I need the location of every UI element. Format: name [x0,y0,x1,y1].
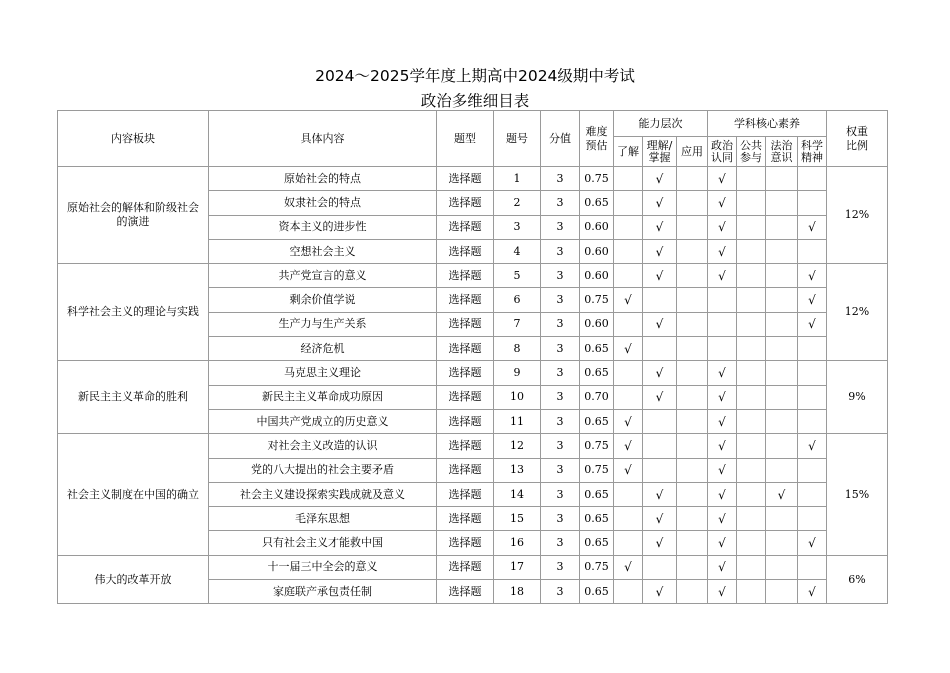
check-law-cell [766,312,798,336]
number-cell: 16 [494,531,541,555]
type-cell: 选择题 [437,215,494,239]
check-law-cell [766,288,798,312]
check-law-cell [766,580,798,604]
difficulty-cell: 0.65 [580,507,614,531]
check-law-cell [766,191,798,215]
type-cell: 选择题 [437,434,494,458]
header-weight [827,111,888,167]
check-comprehend-cell: √ [643,167,677,191]
difficulty-cell: 0.75 [580,167,614,191]
header-score: 分值 [541,111,580,167]
check-understand-cell [614,580,643,604]
check-apply-cell [677,361,708,385]
type-cell: 选择题 [437,264,494,288]
check-understand-cell [614,531,643,555]
number-cell: 1 [494,167,541,191]
check-public-cell [737,264,766,288]
check-law-cell [766,555,798,579]
document-subtitle: 政治多维细目表 [420,92,530,110]
header-ability: 能力层次 [614,111,708,137]
type-cell: 选择题 [437,361,494,385]
check-public-cell [737,288,766,312]
type-cell: 选择题 [437,482,494,506]
number-cell: 12 [494,434,541,458]
check-political-cell: √ [708,434,737,458]
content-cell: 空想社会主义 [209,239,437,263]
difficulty-cell: 0.65 [580,337,614,361]
check-law-cell [766,458,798,482]
number-cell: 9 [494,361,541,385]
section-name [58,361,209,434]
section-name [58,167,209,264]
check-political-cell: √ [708,555,737,579]
check-comprehend-cell: √ [643,507,677,531]
section-name-line1: 原始社会的解体和阶级社会 [67,201,199,215]
check-law-cell [766,361,798,385]
check-understand-cell [614,482,643,506]
check-understand-cell [614,385,643,409]
check-comprehend-cell [643,434,677,458]
difficulty-cell: 0.65 [580,580,614,604]
difficulty-cell: 0.65 [580,531,614,555]
check-political-cell: √ [708,239,737,263]
check-comprehend-cell [643,288,677,312]
difficulty-cell: 0.60 [580,215,614,239]
check-understand-cell [614,239,643,263]
score-cell: 3 [541,312,580,336]
check-apply-cell [677,580,708,604]
check-comprehend-cell: √ [643,361,677,385]
check-apply-cell [677,531,708,555]
check-political-cell: √ [708,482,737,506]
difficulty-cell: 0.75 [580,555,614,579]
check-public-cell [737,531,766,555]
score-cell: 3 [541,458,580,482]
content-cell: 马克思主义理论 [209,361,437,385]
difficulty-cell: 0.65 [580,409,614,433]
section-name-line1: 社会主义制度在中国的确立 [67,487,199,501]
check-public-cell [737,482,766,506]
difficulty-cell: 0.75 [580,288,614,312]
score-cell: 3 [541,167,580,191]
number-cell: 13 [494,458,541,482]
weight-cell: 12% [827,264,888,361]
header-weight-line2: 比例 [846,138,868,152]
header-type: 题型 [437,111,494,167]
section-name-line2: 的演进 [116,215,150,229]
check-law-cell [766,434,798,458]
check-apply-cell [677,288,708,312]
header-science-line1: 科学 [801,138,823,152]
check-science-cell: √ [798,531,827,555]
header-difficulty-line1: 难度 [585,124,608,138]
check-apply-cell [677,167,708,191]
check-comprehend-cell: √ [643,385,677,409]
score-cell: 3 [541,264,580,288]
header-law-line1: 法治 [770,138,793,152]
check-understand-cell: √ [614,337,643,361]
check-public-cell [737,580,766,604]
table-row [58,264,888,288]
check-understand-cell [614,264,643,288]
check-science-cell [798,167,827,191]
header-public [737,137,766,167]
check-comprehend-cell: √ [643,191,677,215]
check-apply-cell [677,264,708,288]
check-apply-cell [677,482,708,506]
difficulty-cell: 0.70 [580,385,614,409]
content-cell: 社会主义建设探索实践成就及意义 [209,482,437,506]
check-apply-cell [677,385,708,409]
header-weight-line1: 权重 [846,124,868,138]
number-cell: 14 [494,482,541,506]
check-science-cell [798,191,827,215]
check-law-cell [766,409,798,433]
check-public-cell [737,215,766,239]
difficulty-cell: 0.65 [580,482,614,506]
number-cell: 4 [494,239,541,263]
header-public-line2: 参与 [740,150,762,164]
check-political-cell [708,288,737,312]
number-cell: 15 [494,507,541,531]
check-public-cell [737,167,766,191]
table-row [58,361,888,385]
number-cell: 3 [494,215,541,239]
check-apply-cell [677,312,708,336]
header-number: 题号 [494,111,541,167]
score-cell: 3 [541,385,580,409]
check-public-cell [737,385,766,409]
check-law-cell [766,264,798,288]
score-cell: 3 [541,215,580,239]
score-cell: 3 [541,482,580,506]
check-law-cell [766,167,798,191]
type-cell: 选择题 [437,385,494,409]
check-understand-cell: √ [614,555,643,579]
check-science-cell [798,385,827,409]
type-cell: 选择题 [437,312,494,336]
check-science-cell [798,458,827,482]
header-apply: 应用 [677,137,708,167]
type-cell: 选择题 [437,239,494,263]
type-cell: 选择题 [437,167,494,191]
check-political-cell [708,312,737,336]
check-science-cell [798,409,827,433]
header-law-line2: 意识 [770,150,793,164]
number-cell: 18 [494,580,541,604]
check-science-cell: √ [798,312,827,336]
type-cell: 选择题 [437,580,494,604]
check-political-cell: √ [708,580,737,604]
check-apply-cell [677,458,708,482]
score-cell: 3 [541,239,580,263]
header-difficulty [580,111,614,167]
table-row [58,555,888,579]
check-understand-cell: √ [614,458,643,482]
check-apply-cell [677,239,708,263]
type-cell: 选择题 [437,531,494,555]
check-understand-cell: √ [614,409,643,433]
check-apply-cell [677,215,708,239]
score-cell: 3 [541,361,580,385]
check-public-cell [737,191,766,215]
section-name [58,555,209,604]
type-cell: 选择题 [437,458,494,482]
check-public-cell [737,337,766,361]
check-apply-cell [677,507,708,531]
content-cell: 共产党宣言的意义 [209,264,437,288]
content-cell: 剩余价值学说 [209,288,437,312]
check-political-cell: √ [708,361,737,385]
check-understand-cell: √ [614,434,643,458]
score-cell: 3 [541,409,580,433]
check-science-cell: √ [798,434,827,458]
score-cell: 3 [541,507,580,531]
check-understand-cell [614,312,643,336]
difficulty-cell: 0.65 [580,191,614,215]
check-law-cell [766,239,798,263]
check-understand-cell [614,361,643,385]
check-public-cell [737,409,766,433]
number-cell: 17 [494,555,541,579]
content-cell: 新民主主义革命成功原因 [209,385,437,409]
type-cell: 选择题 [437,507,494,531]
check-public-cell [737,312,766,336]
header-comprehend [643,137,677,167]
type-cell: 选择题 [437,288,494,312]
check-science-cell: √ [798,580,827,604]
check-political-cell: √ [708,167,737,191]
weight-cell: 9% [827,361,888,434]
content-cell: 只有社会主义才能救中国 [209,531,437,555]
header-law [766,137,798,167]
table-row [58,167,888,191]
check-law-cell [766,531,798,555]
check-science-cell [798,337,827,361]
score-cell: 3 [541,555,580,579]
header-science-line2: 精神 [801,150,823,164]
check-law-cell [766,215,798,239]
difficulty-cell: 0.60 [580,264,614,288]
check-public-cell [737,458,766,482]
check-apply-cell [677,434,708,458]
number-cell: 7 [494,312,541,336]
check-understand-cell [614,167,643,191]
section-name [58,264,209,361]
document-title: 2024～2025学年度上期高中2024级期中考试 [315,67,635,85]
header-literacy: 学科核心素养 [708,111,827,137]
check-political-cell: √ [708,458,737,482]
content-cell: 奴隶社会的特点 [209,191,437,215]
section-name-line1: 伟大的改革开放 [94,572,172,586]
header-comprehend-line1: 理解/ [646,138,673,152]
check-law-cell [766,337,798,361]
check-understand-cell [614,507,643,531]
weight-cell: 15% [827,434,888,555]
check-comprehend-cell [643,555,677,579]
check-science-cell [798,239,827,263]
content-cell: 生产力与生产关系 [209,312,437,336]
check-law-cell [766,507,798,531]
header-science [798,137,827,167]
header-content: 具体内容 [209,111,437,167]
check-public-cell [737,361,766,385]
check-comprehend-cell: √ [643,312,677,336]
type-cell: 选择题 [437,555,494,579]
content-cell: 十一届三中全会的意义 [209,555,437,579]
check-understand-cell [614,191,643,215]
number-cell: 8 [494,337,541,361]
detail-table [57,110,888,604]
score-cell: 3 [541,191,580,215]
number-cell: 6 [494,288,541,312]
check-comprehend-cell: √ [643,482,677,506]
score-cell: 3 [541,580,580,604]
check-science-cell [798,482,827,506]
check-science-cell [798,507,827,531]
content-cell: 资本主义的进步性 [209,215,437,239]
check-comprehend-cell [643,409,677,433]
check-public-cell [737,555,766,579]
score-cell: 3 [541,288,580,312]
check-law-cell [766,385,798,409]
header-political-line2: 认同 [711,150,733,164]
section-name-line1: 科学社会主义的理论与实践 [67,305,199,319]
number-cell: 5 [494,264,541,288]
section-name [58,434,209,555]
header-political-line1: 政治 [711,138,733,152]
content-cell: 毛泽东思想 [209,507,437,531]
score-cell: 3 [541,337,580,361]
difficulty-cell: 0.65 [580,361,614,385]
difficulty-cell: 0.60 [580,239,614,263]
check-public-cell [737,239,766,263]
check-science-cell: √ [798,288,827,312]
number-cell: 10 [494,385,541,409]
table-row [58,434,888,458]
check-apply-cell [677,555,708,579]
check-law-cell: √ [766,482,798,506]
check-apply-cell [677,409,708,433]
difficulty-cell: 0.75 [580,458,614,482]
weight-cell: 12% [827,167,888,264]
check-comprehend-cell: √ [643,531,677,555]
header-public-line1: 公共 [740,138,762,152]
header-comprehend-line2: 掌握 [648,150,671,164]
check-science-cell [798,361,827,385]
check-science-cell: √ [798,215,827,239]
check-comprehend-cell: √ [643,239,677,263]
score-cell: 3 [541,531,580,555]
difficulty-cell: 0.75 [580,434,614,458]
check-understand-cell: √ [614,288,643,312]
check-public-cell [737,507,766,531]
check-comprehend-cell: √ [643,264,677,288]
header-understand: 了解 [614,137,643,167]
check-political-cell: √ [708,385,737,409]
content-cell: 中国共产党成立的历史意义 [209,409,437,433]
number-cell: 2 [494,191,541,215]
check-apply-cell [677,191,708,215]
check-comprehend-cell [643,337,677,361]
content-cell: 党的八大提出的社会主要矛盾 [209,458,437,482]
content-cell: 原始社会的特点 [209,167,437,191]
check-comprehend-cell: √ [643,215,677,239]
header-difficulty-line2: 预估 [585,138,608,152]
difficulty-cell: 0.60 [580,312,614,336]
check-comprehend-cell: √ [643,580,677,604]
type-cell: 选择题 [437,409,494,433]
section-name-line1: 新民主主义革命的胜利 [78,390,188,404]
check-political-cell: √ [708,264,737,288]
content-cell: 家庭联产承包责任制 [209,580,437,604]
check-apply-cell [677,337,708,361]
header-political [708,137,737,167]
check-political-cell: √ [708,507,737,531]
content-cell: 经济危机 [209,337,437,361]
check-comprehend-cell [643,458,677,482]
check-science-cell: √ [798,264,827,288]
type-cell: 选择题 [437,337,494,361]
check-science-cell [798,555,827,579]
content-cell: 对社会主义改造的认识 [209,434,437,458]
type-cell: 选择题 [437,191,494,215]
check-understand-cell [614,215,643,239]
weight-cell: 6% [827,555,888,604]
check-public-cell [737,434,766,458]
number-cell: 11 [494,409,541,433]
score-cell: 3 [541,434,580,458]
check-political-cell [708,337,737,361]
check-political-cell: √ [708,215,737,239]
header-section: 内容板块 [58,111,209,167]
check-political-cell: √ [708,191,737,215]
check-political-cell: √ [708,531,737,555]
check-political-cell: √ [708,409,737,433]
